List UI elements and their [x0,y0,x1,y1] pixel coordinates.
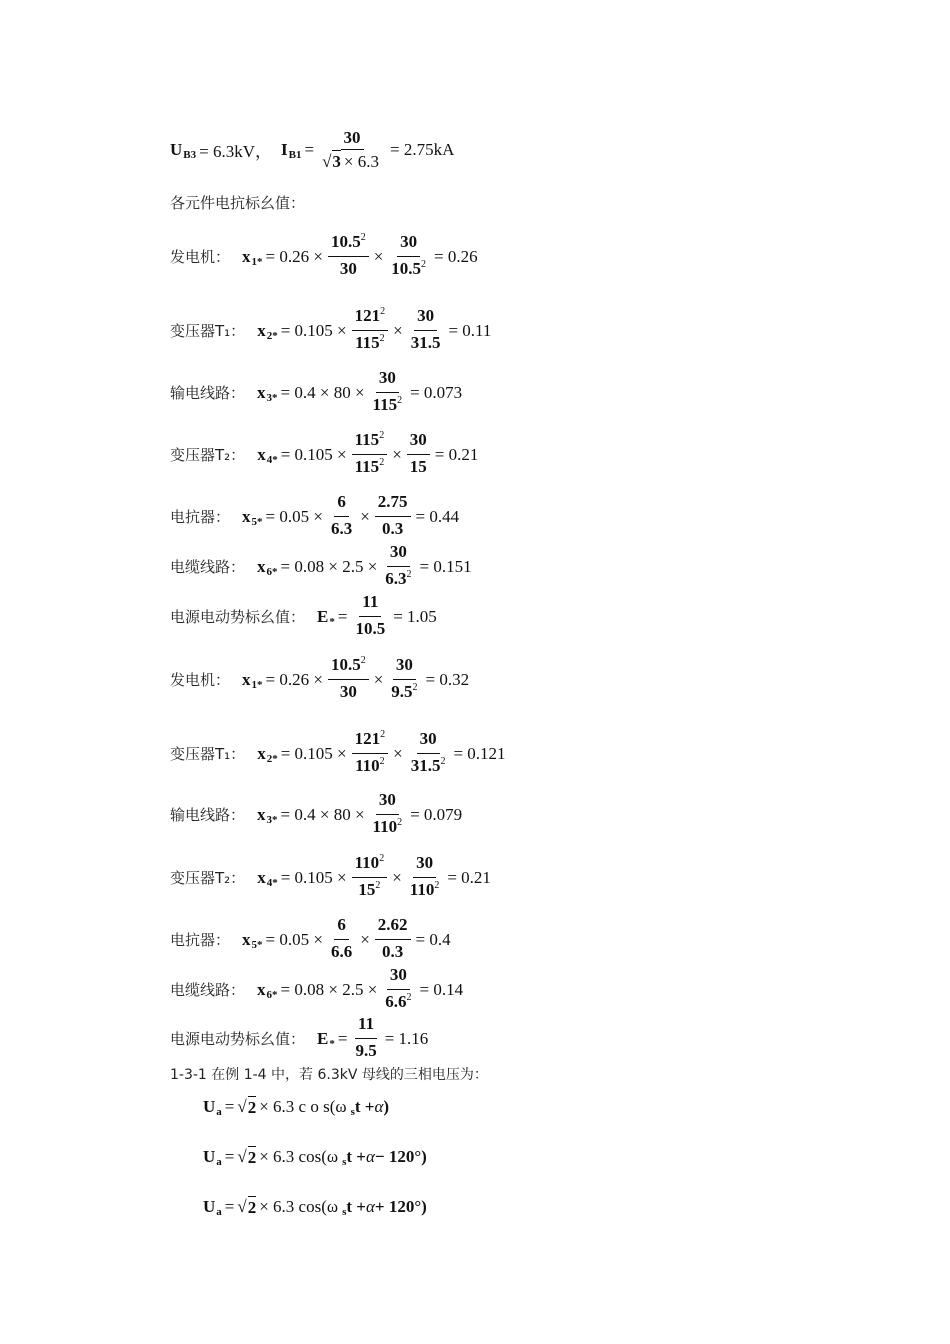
fraction-1-denominator [382,990,414,1014]
fraction-2-denominator-value: 31.5 [410,756,441,775]
fraction-1-denominator-value: 30 [339,259,357,278]
alpha-symbol: α [374,1097,384,1116]
fraction-1-numerator-exponent: 2 [379,853,385,864]
fraction-1 [352,853,388,902]
variable-symbol: x [257,979,266,999]
sqrt-content: 2 [247,1148,257,1167]
variable-symbol: x [242,929,251,949]
fraction-1-numerator-value: 121 [354,729,381,748]
fraction-1-denominator [352,1039,379,1063]
equals-sign: = [224,1097,235,1116]
coefficient: = 0.05 × [265,929,323,949]
voltage-equation [203,1196,427,1218]
fraction-1-denominator [370,393,406,417]
fraction-1-numerator [334,915,349,940]
fraction-1-denominator [328,940,355,964]
fraction-1-denominator [352,754,388,778]
variable-subscript: * [329,615,335,628]
equation-row [170,542,475,591]
coefficient: = 0.105 × [280,320,347,340]
fraction-2 [407,853,443,902]
fraction-2 [408,306,444,355]
fraction-2-denominator [407,878,443,902]
variable-symbol: E [317,606,329,626]
coefficient: = 0.105 × [280,743,347,763]
result: = 0.079 [410,804,463,824]
base-values-line [170,128,457,171]
fraction-2-numerator-value: 30 [409,430,427,449]
fraction-1 [382,965,414,1014]
component-label: 输电线路： [170,384,246,402]
fraction-1-numerator [355,1014,377,1039]
result: = 0.11 [448,320,492,340]
fraction-1-denominator-value: 10.5 [355,619,386,638]
amplitude-and-cos: × 6.3 cos(ω [259,1147,339,1166]
equation-row [170,492,462,541]
fraction-1-numerator-value: 121 [354,306,381,325]
times-sign: × [373,669,384,689]
coefficient: = 0.4 × 80 × [280,804,365,824]
fraction-1-numerator [328,232,369,257]
coefficient: = 0.105 × [280,444,347,464]
fraction-1-numerator [352,430,388,455]
fraction-2-denominator-exponent: 2 [412,682,418,693]
fraction-2-denominator-exponent: 2 [440,756,446,767]
voltage-symbol: U [203,1197,216,1216]
component-label: 变压器T₂： [170,869,246,887]
component-label: 电源电动势标幺值： [170,608,306,626]
variable-subscript: 6* [266,565,278,578]
fraction-2-denominator-exponent: 2 [421,259,427,270]
result: = 0.32 [425,669,470,689]
times-sign: × [360,506,370,526]
voltage-equation [203,1146,427,1168]
fraction-1-numerator-value: 30 [389,542,407,561]
variable-symbol: x [257,804,266,824]
component-label: 电缆线路： [170,981,246,999]
result: = 0.26 [434,246,478,266]
fraction-1-denominator-exponent: 2 [379,457,385,468]
time-term: t + [346,1197,366,1216]
fraction-2 [375,915,411,964]
equation-row [170,592,440,641]
component-label: 发电机： [170,671,231,689]
fraction-1-numerator-value: 6 [337,915,346,934]
fraction-1-denominator-value: 15 [358,880,376,899]
variable-subscript: 2* [266,752,278,765]
variable-subscript: * [329,1037,335,1050]
ib1-subscript: B1 [288,148,302,161]
fraction-1-numerator-value: 11 [358,1014,375,1033]
voltage-subscript: a [216,1156,222,1168]
fraction-1-numerator-value: 10.5 [330,232,361,251]
result: = 1.05 [393,606,437,626]
omega-subscript: s [342,1206,347,1218]
variable-symbol: x [257,867,266,887]
fraction-1-denominator [352,455,388,479]
equation [257,368,465,417]
phase-end: ) [383,1097,390,1116]
variable-symbol: x [257,556,266,576]
fraction-2-denominator [407,455,430,479]
fraction-1-denominator-value: 115 [372,395,398,414]
equation [317,1014,431,1063]
fraction-2-numerator [375,915,411,940]
voltage-equation [203,1096,389,1118]
fraction-1-numerator-exponent: 2 [379,430,385,441]
fraction-1-denominator-exponent: 2 [397,817,403,828]
coefficient: = 0.08 × 2.5 × [280,556,378,576]
component-label: 变压器T₁： [170,745,246,763]
fraction-1-numerator-value: 30 [378,790,396,809]
fraction-1-denominator [337,257,360,281]
fraction-1-denominator-value: 110 [355,756,380,775]
fraction-2-numerator-value: 30 [400,232,418,251]
fraction-1 [352,306,389,355]
fraction-1 [352,729,389,778]
equation-row [170,1014,431,1063]
coefficient: = [337,1028,348,1048]
equals-sign: = [304,139,315,159]
voltage-symbol: U [203,1097,216,1116]
fraction-2 [388,232,429,281]
amplitude-and-cos: × 6.3 c o s(ω [259,1097,347,1116]
fraction-denominator [319,150,385,171]
times-sign: × [393,320,403,340]
voltage-subscript: a [216,1206,222,1218]
fraction-1 [328,915,355,964]
variable-symbol: x [257,444,266,464]
result: = 0.073 [410,382,463,402]
fraction-1-denominator [337,680,360,704]
ub3-equation [170,128,457,171]
fraction-2-numerator-value: 30 [419,729,437,748]
result: = 0.151 [419,556,472,576]
fraction-2-denominator-value: 0.3 [382,519,404,538]
fraction-numerator: 30 [341,128,364,150]
result: = 0.121 [453,743,506,763]
equation [242,915,454,964]
ub3-symbol: U [170,139,183,159]
variable-subscript: 5* [251,515,263,528]
fraction-1-denominator-value: 6.3 [330,519,353,538]
equation [317,592,440,641]
fraction-1-numerator [328,655,369,680]
fraction-2-numerator-value: 2.62 [377,915,408,934]
equation [242,655,472,704]
component-label: 电抗器： [170,931,231,949]
fraction-1-numerator-value: 30 [389,965,407,984]
fraction-2-denominator [379,517,406,541]
component-label: 变压器T₁： [170,322,246,340]
variable-symbol: x [242,669,251,689]
variable-subscript: 2* [266,329,278,342]
ub3-subscript: B3 [183,148,197,161]
problem-text: 1-3-1 在例 1-4 中，若 6.3kV 母线的三相电压为： [170,1067,488,1083]
fraction-2-denominator [408,754,449,778]
fraction-2 [375,492,411,541]
fraction-1-numerator [376,368,399,393]
amplitude-and-cos: × 6.3 cos(ω [259,1197,339,1216]
fraction-1-numerator [376,790,399,815]
fraction-1-denominator [352,331,388,355]
omega-subscript: s [342,1156,347,1168]
result: = 0.4 [415,929,451,949]
fraction-1-denominator [370,815,406,839]
problem-statement [170,1064,488,1084]
fraction-2-denominator-value: 0.3 [382,942,404,961]
variable-subscript: 3* [266,813,278,826]
fraction-1-numerator [387,965,410,990]
component-label: 发电机： [170,248,231,266]
fraction-2-denominator [379,940,406,964]
equation [257,542,475,591]
phase-end: − 120°) [374,1147,427,1166]
heading-text: 各元件电抗标幺值： [170,194,306,212]
fraction-2-numerator [375,492,411,517]
ub3-value: = 6.3kV， [199,142,272,161]
equation [257,790,465,839]
fraction-1-numerator [352,853,388,878]
voltage-row [203,1096,389,1118]
ib1-fraction [319,128,385,171]
fraction-1-denominator [352,617,388,641]
sqrt-sign: √ [237,1197,247,1216]
fraction-1-numerator-value: 115 [354,430,380,449]
fraction-1-denominator-value: 110 [372,817,398,836]
fraction-1-numerator-value: 6 [337,492,346,511]
equation [257,965,466,1014]
result: = 0.21 [447,867,491,887]
equation-row [170,232,481,281]
fraction-2-numerator [397,232,420,257]
sqrt-sign: √ [322,152,332,171]
component-label: 变压器T₂： [170,446,246,464]
voltage-row [203,1196,427,1218]
fraction-2-denominator-value: 110 [409,880,435,899]
coefficient: = 0.26 × [265,246,323,266]
omega-subscript: s [350,1106,355,1118]
result: = 1.16 [384,1028,429,1048]
fraction-1-denominator-exponent: 2 [379,756,385,767]
voltage-symbol: U [203,1147,216,1166]
fraction-2-numerator [413,853,436,878]
fraction-1 [328,655,369,704]
fraction-1 [352,430,388,479]
fraction-2-denominator [388,680,420,704]
fraction-1-numerator-value: 10.5 [330,655,361,674]
phase-end: + 120°) [374,1197,427,1216]
equals-sign: = [224,1147,235,1166]
fraction-1-denominator-value: 115 [355,333,380,352]
fraction-1-numerator-value: 30 [378,368,396,387]
component-label: 输电线路： [170,806,246,824]
variable-subscript: 5* [251,938,263,951]
voltage-subscript: a [216,1106,222,1118]
fraction-2-denominator-value: 10.5 [391,259,422,278]
fraction-1-denominator-exponent: 2 [406,569,412,580]
sqrt-content: 2 [247,1098,257,1117]
equation [242,232,481,281]
coefficient: = 0.4 × 80 × [280,382,365,402]
variable-subscript: 1* [251,678,263,691]
fraction-2-denominator-value: 15 [409,457,427,476]
fraction-1-denominator [355,878,383,902]
variable-subscript: 4* [266,453,278,466]
equation-row [170,853,494,902]
sqrt-content: 3 [332,152,341,171]
fraction-1-denominator-value: 115 [354,457,380,476]
fraction-2-numerator [393,655,416,680]
result: = 0.21 [434,444,479,464]
fraction-2-denominator-value: 9.5 [391,682,413,701]
equation-row [170,965,466,1014]
fraction-1 [352,1014,379,1063]
fraction-1-numerator [334,492,349,517]
fraction-1-numerator-value: 110 [354,853,380,872]
times-sign: × [360,929,370,949]
fraction-1-denominator-exponent: 2 [397,395,403,406]
variable-symbol: x [242,506,251,526]
variable-symbol: x [242,246,251,266]
fraction-1-denominator-value: 9.5 [355,1041,377,1060]
component-label: 电抗器： [170,508,231,526]
fraction-1 [370,790,406,839]
fraction-2-denominator-exponent: 2 [434,880,440,891]
fraction-1-numerator-exponent: 2 [380,729,386,740]
variable-symbol: x [257,382,266,402]
variable-symbol: E [317,1028,329,1048]
equation-row [170,915,454,964]
alpha-symbol: α [365,1197,375,1216]
fraction-1-numerator [387,542,410,567]
ib1-symbol: I [281,139,288,159]
equation [257,853,494,902]
fraction-1 [328,232,369,281]
alpha-symbol: α [365,1147,375,1166]
fraction-2-numerator [407,430,430,455]
equation-row [170,368,465,417]
fraction-1 [352,592,388,641]
fraction-1-numerator-exponent: 2 [360,232,366,243]
fraction-1 [370,368,406,417]
variable-subscript: 1* [251,255,263,268]
fraction-2-denominator [408,331,444,355]
equation [257,430,481,479]
heading-reactance [170,192,305,213]
equals-sign: = [224,1197,235,1216]
times-sign: × [392,867,402,887]
fraction-1 [382,542,414,591]
fraction-2-denominator [388,257,429,281]
equation [257,729,508,778]
fraction-2-numerator [417,729,440,754]
time-term: t + [354,1097,375,1116]
fraction-2 [408,729,449,778]
coefficient: = 0.08 × 2.5 × [280,979,378,999]
fraction-2-numerator-value: 30 [417,306,435,325]
fraction-2-numerator-value: 2.75 [377,492,408,511]
variable-symbol: x [257,320,266,340]
fraction-1-numerator-value: 11 [362,592,379,611]
equation [242,492,462,541]
fraction-1 [328,492,355,541]
variable-symbol: x [257,743,266,763]
fraction-1-denominator-value: 30 [339,682,357,701]
times-sign: × [393,743,403,763]
voltage-row [203,1146,427,1168]
fraction-2-numerator-value: 30 [395,655,413,674]
equation-row [170,790,465,839]
equation-row [170,430,481,479]
fraction-1-denominator-exponent: 2 [406,992,412,1003]
fraction-1-denominator-value: 6.6 [385,992,407,1011]
coefficient: = 0.05 × [265,506,323,526]
fraction-1-denominator-value: 6.3 [385,569,407,588]
fraction-1-denominator-exponent: 2 [379,333,385,344]
component-label: 电缆线路： [170,558,246,576]
sqrt-sign: √ [237,1097,247,1116]
fraction-2-numerator-value: 30 [416,853,434,872]
sqrt-content: 2 [247,1198,257,1217]
fraction-1-numerator-exponent: 2 [360,655,366,666]
times-sign: × [373,246,384,266]
coefficient: = 0.105 × [280,867,347,887]
denominator-rest: × 6.3 [343,152,379,171]
variable-subscript: 6* [266,988,278,1001]
times-sign: × [392,444,402,464]
equation-row [170,655,472,704]
fraction-1-denominator [382,567,414,591]
result: = 0.44 [415,506,460,526]
fraction-2 [388,655,420,704]
coefficient: = 0.26 × [265,669,323,689]
fraction-1-numerator [352,729,389,754]
coefficient: = [337,606,348,626]
fraction-2 [407,430,430,479]
fraction-2-numerator [414,306,437,331]
component-label: 电源电动势标幺值： [170,1030,306,1048]
fraction-1-numerator [359,592,381,617]
variable-subscript: 4* [266,876,278,889]
time-term: t + [346,1147,366,1166]
fraction-2-denominator-value: 31.5 [410,333,441,352]
fraction-1-numerator-exponent: 2 [380,306,386,317]
fraction-1-numerator [352,306,389,331]
fraction-1-denominator-exponent: 2 [375,880,381,891]
sqrt-sign: √ [237,1147,247,1166]
fraction-1-denominator [328,517,355,541]
equation-row [170,306,494,355]
equation-row [170,729,509,778]
ib1-result: = 2.75kA [390,139,455,159]
equation [257,306,494,355]
fraction-1-denominator-value: 6.6 [330,942,353,961]
variable-subscript: 3* [266,391,278,404]
result: = 0.14 [419,979,464,999]
